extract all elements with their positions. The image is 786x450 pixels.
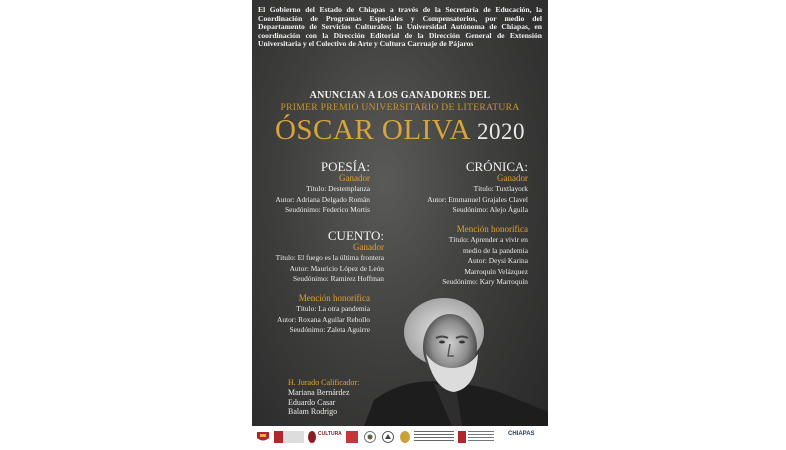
cuento-winner-label: Ganador <box>353 242 384 252</box>
cuento-mention-section <box>252 293 370 336</box>
cronica-category: CRÓNICA: <box>465 159 528 174</box>
cuento-mention-title: Título: La otra pandemia <box>296 304 370 313</box>
cuento-title: Título: El fuego es la última frontera <box>275 253 384 262</box>
poesia-section <box>252 160 370 216</box>
cuento-author: Autor: Mauricio López de León <box>289 263 384 273</box>
poesia-winner-label: Ganador <box>339 173 370 183</box>
cronica-pseudonym: Seudónimo: Alejo Águila <box>452 205 528 215</box>
cultura-logo: CULTURA <box>318 431 342 437</box>
jury-member: Mariana Bernárdez <box>288 388 350 397</box>
cuento-pseudonym: Seudónimo: Ramirez Hoffman <box>293 274 384 284</box>
intro-paragraph: El Gobierno del Estado de Chiapas a través de la Secretaría de Educación, la Coordinación de Programas Especiales y Compensatorios, por medio del Departamento de Servicios Culturales; la Universidad Autónoma de Chiapas, en coordinación con la Dirección Editorial de la Dirección General de Extensión Universitaria y el Colectivo de Arte y Cultura Carruaje de Pájaros <box>258 5 542 49</box>
jury-member: Eduardo Casar <box>288 397 336 407</box>
cronica-title: Título: Tuxtlayork <box>473 184 528 193</box>
university-seal-logo <box>382 431 394 443</box>
secretaria-logo <box>308 431 316 443</box>
premio-subtitle: PRIMER PREMIO UNIVERSITARIO DE LITERATURA <box>280 102 520 113</box>
cronica-winner-label: Ganador <box>497 173 528 183</box>
cuento-mention-label: Mención honorífica <box>298 293 370 303</box>
coordination-logo <box>414 431 454 443</box>
cuento-mention-pseudonym: Seudónimo: Zaleta Aguirre <box>289 325 370 335</box>
poesia-title: Título: Destemplanza <box>306 184 370 193</box>
cuento-category: CUENTO: <box>327 228 384 243</box>
jury-section <box>288 378 398 417</box>
cronica-mention-author-2: Marroquín Velázquez <box>464 266 528 276</box>
cronica-mention-section <box>402 224 528 288</box>
cronica-section <box>402 160 528 216</box>
fondo-logo <box>458 431 466 443</box>
colectivo-logo <box>400 431 410 443</box>
chiapas-shield-logo <box>256 431 270 443</box>
sponsor-logo-strip <box>252 426 548 450</box>
cronica-mention-label: Mención honorífica <box>456 224 528 234</box>
award-year: 2020 <box>477 119 526 144</box>
cuento-section <box>252 229 384 285</box>
cronica-mention-author-1: Autor: Deysi Karina <box>467 256 528 266</box>
fondo-text-logo <box>468 431 494 443</box>
jury-label: H. Jurado Calificador: <box>288 378 360 387</box>
award-name: ÓSCAR OLIVA <box>274 114 470 146</box>
chiapas-brand-logo: CHIAPAS <box>508 431 535 437</box>
award-title <box>252 114 548 147</box>
jury-member: Balam Rodrigo <box>288 407 338 417</box>
red-mark-logo <box>346 431 358 443</box>
cronica-mention-title-2: medio de la pandemia <box>462 245 528 255</box>
poesia-category: POESÍA: <box>320 159 370 174</box>
poesia-author: Autor: Adriana Delgado Román <box>275 194 370 204</box>
government-logo <box>274 431 304 443</box>
announce-heading: ANUNCIAN A LOS GANADORES DEL <box>309 90 491 101</box>
poesia-pseudonym: Seudónimo: Federico Mortis <box>285 205 370 215</box>
cuento-mention-author: Autor: Roxana Aguilar Rebollo <box>277 314 370 324</box>
cronica-mention-title-1: Título: Aprender a vivir en <box>448 235 528 244</box>
unach-seal-logo <box>364 431 376 443</box>
cronica-author: Autor: Emmanuel Grajales Clavel <box>427 194 528 204</box>
event-poster <box>252 0 548 450</box>
cronica-mention-pseudonym: Seudónimo: Kary Marroquín <box>442 277 528 287</box>
